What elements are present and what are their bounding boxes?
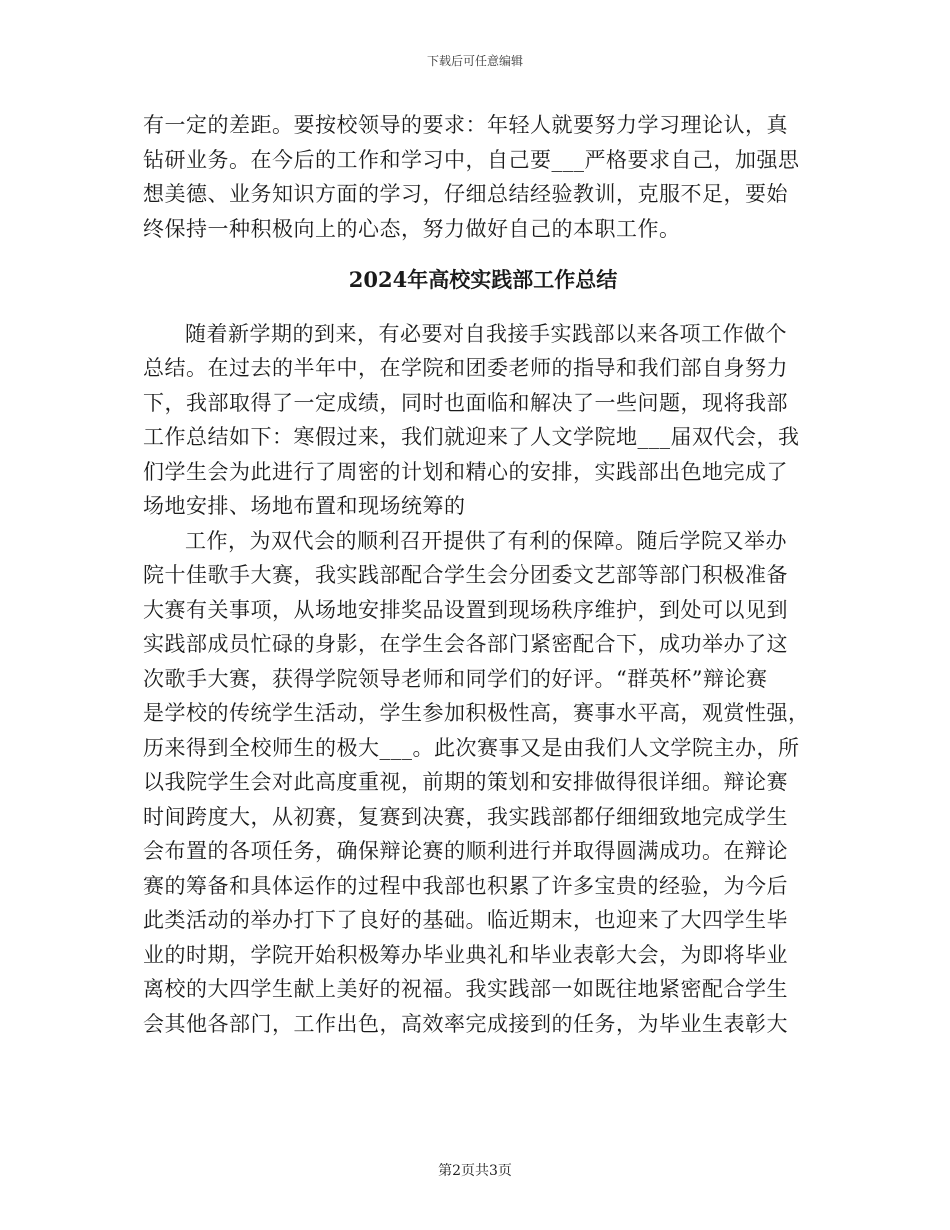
text-line: 院十佳歌手大赛，我实践部配合学生会分团委文艺部等部门积极准备: [143, 563, 788, 587]
text-line: 随着新学期的到来，有必要对自我接手实践部以来各项工作做个: [185, 321, 787, 346]
section-title: 2024年高校实践部工作总结: [348, 267, 618, 292]
text-line: 工作，为双代会的顺利召开提供了有利的保障。随后学院又举办: [185, 528, 787, 553]
text-line: 钻研业务。在今后的工作和学习中，自己要___严格要求自己，加强思: [143, 147, 800, 172]
paragraph-2: [143, 524, 823, 1042]
text-line: 们学生会为此进行了周密的计划和精心的安排，实践部出色地完成了: [143, 459, 788, 484]
text-line: 工作总结如下：寒假过来，我们就迎来了人文学院地___届双代会，我: [143, 425, 800, 449]
text-line: 时间跨度大，从初赛，复赛到决赛，我实践部都仔细细致地完成学生: [143, 804, 788, 829]
text-line: 是学校的传统学生活动，学生参加积极性高，赛事水平高，观赏性强，: [143, 701, 810, 725]
page-number: 第2页共3页: [438, 1163, 512, 1179]
text-line: 场地安排、场地布置和现场统筹的: [143, 494, 466, 518]
text-line: 大赛有关事项，从场地安排奖品设置到现场秩序维护，到处可以见到: [143, 597, 788, 622]
text-line: 会其他各部门，工作出色，高效率完成接到的任务，为毕业生表彰大: [143, 1011, 788, 1036]
text-line: 离校的大四学生献上美好的祝福。我实践部一如既往地紧密配合学生: [143, 977, 788, 1001]
header-note: 下载后可任意编辑: [426, 54, 523, 68]
text-line: 次歌手大赛，获得学院领导老师和同学们的好评。“群英杯”辩论赛: [143, 666, 768, 691]
text-line: 以我院学生会对此高度重视，前期的策划和安排做得很详细。辩论赛: [143, 770, 788, 794]
text-line: 有一定的差距。要按校领导的要求：年轻人就要努力学习理论认，真: [143, 113, 788, 137]
text-line: 总结。在过去的半年中，在学院和团委老师的指导和我们部自身努力: [143, 356, 788, 380]
text-line: 历来得到全校师生的极大___。此次赛事又是由我们人文学院主办，所: [143, 735, 800, 760]
document-body: [143, 108, 823, 1041]
text-line: 想美德、业务知识方面的学习，仔细总结经验教训，克服不足，要始: [143, 182, 788, 206]
text-line: 实践部成员忙碌的身影，在学生会各部门紧密配合下，成功举办了这: [143, 632, 788, 656]
intro-block: [143, 108, 823, 246]
text-line: 会布置的各项任务，确保辩论赛的顺利进行并取得圆满成功。在辩论: [143, 839, 788, 863]
text-line: 业的时期，学院开始积极筹办毕业典礼和毕业表彰大会，为即将毕业: [143, 942, 788, 967]
paragraph-1: [143, 317, 823, 524]
text-line: 下，我部取得了一定成绩，同时也面临和解决了一些问题，现将我部: [143, 390, 788, 415]
text-line: 赛的筹备和具体运作的过程中我部也积累了许多宝贵的经验，为今后: [143, 873, 788, 898]
text-line: 终保持一种积极向上的心态，努力做好自己的本职工作。: [143, 216, 681, 241]
text-line: 此类活动的举办打下了良好的基础。临近期末，也迎来了大四学生毕: [143, 908, 788, 932]
